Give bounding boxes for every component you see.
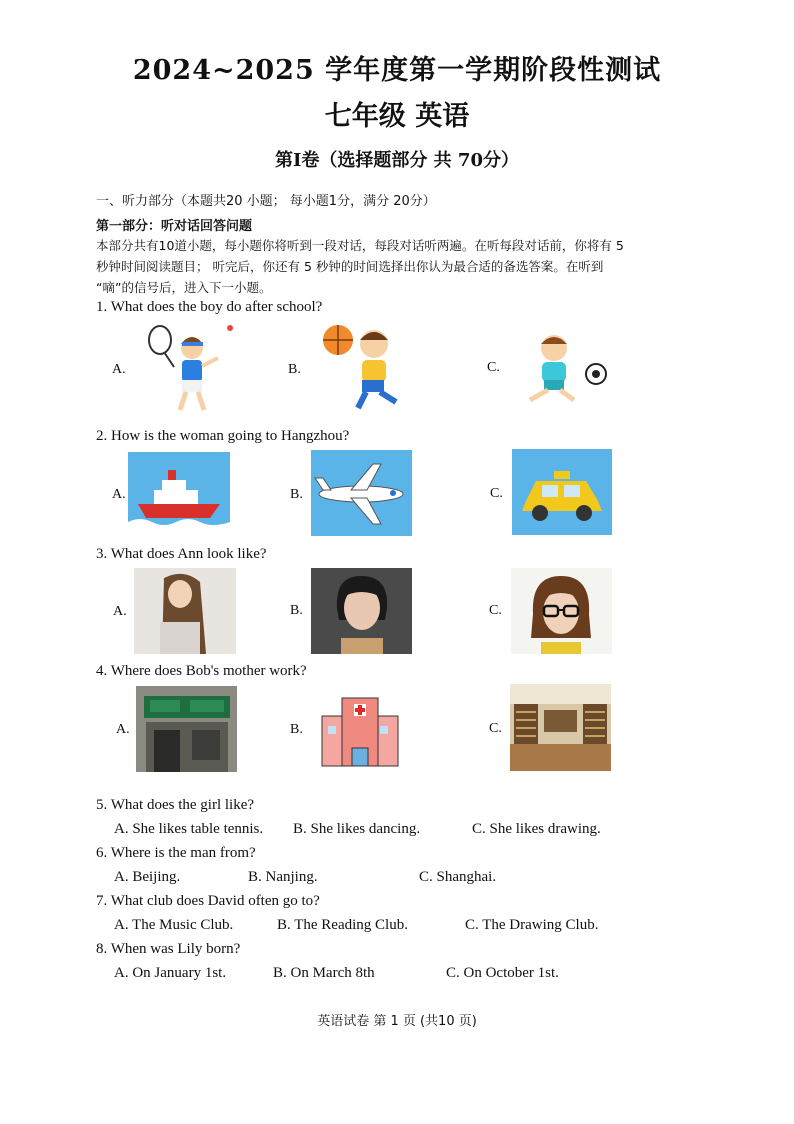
q7-option-c: C. The Drawing Club. (465, 917, 599, 933)
q4-option-b-label: B. (290, 722, 303, 737)
question-5: 5. What does the girl like? (96, 797, 255, 813)
library-picture (510, 684, 611, 771)
football-boy-picture (508, 330, 610, 408)
basketball-boy-picture (318, 322, 410, 412)
q7-option-a: A. The Music Club. (114, 917, 234, 933)
question-2: 2. How is the woman going to Hangzhou? (96, 428, 350, 444)
badminton-boy-picture (130, 322, 240, 417)
instruction-line: 本部分共有10道小题，每小题你将听到一段对话，每段对话听两遍。在听每段对话前，你将有 5 (96, 238, 624, 253)
page-footer: 英语试卷 第 1 页 (共10 页) (317, 1014, 477, 1029)
bank-building-picture (136, 686, 237, 772)
glasses-woman-picture (511, 568, 612, 654)
q4-option-a-label: A. (116, 722, 130, 737)
q1-option-b-label: B. (288, 362, 301, 377)
question-8: 8. When was Lily born? (96, 941, 241, 957)
q8-option-c: C. On October 1st. (446, 965, 559, 981)
section-heading: 一、听力部分（本题共20 小题； 每小题1分，满分 20分） (96, 194, 436, 209)
q1-option-c-label: C. (487, 360, 500, 375)
hospital-picture (318, 686, 402, 772)
q8-option-a: A. On January 1st. (114, 965, 227, 981)
instruction-line: “嘀”的信号后，进入下一小题。 (96, 280, 272, 295)
q5-option-a: A. She likes table tennis. (114, 821, 264, 837)
q6-option-a: A. Beijing. (114, 869, 181, 885)
ship-picture (128, 452, 230, 536)
q3-option-a-label: A. (113, 604, 127, 619)
q2-option-c-label: C. (490, 486, 503, 501)
q3-option-b-label: B. (290, 603, 303, 618)
q8-option-b: B. On March 8th (273, 965, 375, 981)
question-1: 1. What does the boy do after school? (96, 299, 323, 315)
instructions (96, 235, 706, 298)
question-6: 6. Where is the man from? (96, 845, 256, 861)
q4-option-c-label: C. (489, 721, 502, 736)
question-4: 4. Where does Bob's mother work? (96, 663, 307, 679)
part-heading: 第一部分：听对话回答问题 (96, 219, 253, 234)
q7-option-b: B. The Reading Club. (277, 917, 408, 933)
q6-option-c: C. Shanghai. (419, 869, 497, 885)
q2-option-b-label: B. (290, 487, 303, 502)
q2-option-a-label: A. (112, 487, 126, 502)
long-hair-woman-picture (134, 568, 236, 654)
plane-picture (311, 450, 412, 536)
q5-option-b: B. She likes dancing. (293, 821, 421, 837)
taxi-picture (512, 449, 612, 535)
question-7: 7. What club does David often go to? (96, 893, 320, 909)
q3-option-c-label: C. (489, 603, 502, 618)
volume-heading: 第Ⅰ卷（选择题部分 共 70分） (274, 150, 519, 171)
q5-option-c: C. She likes drawing. (472, 821, 601, 837)
exam-subtitle: 七年级 英语 (324, 101, 470, 132)
q1-option-a-label: A. (112, 362, 126, 377)
short-hair-woman-picture (311, 568, 412, 654)
question-3: 3. What does Ann look like? (96, 546, 267, 562)
q6-option-b: B. Nanjing. (248, 869, 318, 885)
exam-title: 2024~2025 学年度第一学期阶段性测试 (132, 55, 662, 86)
instruction-line: 秒钟时间阅读题目； 听完后，你还有 5 秒钟的时间选择出你认为最合适的备选答案。在听到 (96, 259, 604, 274)
